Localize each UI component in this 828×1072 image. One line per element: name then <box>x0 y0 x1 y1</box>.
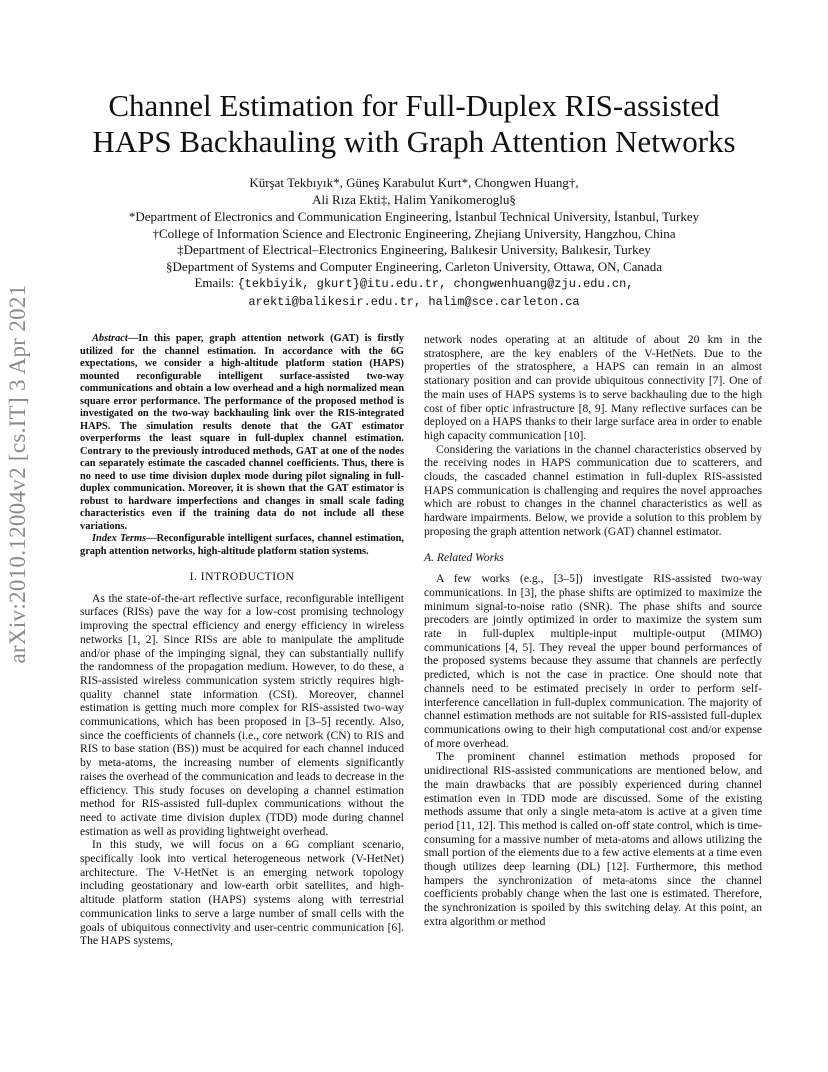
right-column <box>424 333 762 929</box>
affiliation-4: §Department of Systems and Computer Engineering, Carleton University, Ottawa, ON, Canada <box>166 258 662 274</box>
right-paragraph-1: network nodes operating at an altitude of about 20 km in the stratosphere, are the key enablers of the V-HetNets. Due to the properties of the stratosphere, a HAPS can remain in an almost stationary position and can provide ubiquitous connectivity [7]. One of the main uses of HAPS systems is to serve backhauling due to the high cost of fiber optic infrastructure [8, 9]. Many reflective surfaces can be deployed on a HAPS thanks to their large surface area in order to enable high capacity communication [10]. <box>424 333 762 442</box>
abstract-text: —In this paper, graph attention network (GAT) is firstly utilized for the channel estimation. In accordance with the 6G expectations, we consider a high-altitude platform station (HAPS) mounted reconfigurable intelligent surface-assisted two-way communications and obtain a low overhead and a high normalized mean square error performance. The performance of the proposed method is investigated on the two-way backhauling link over the RIS-integrated HAPS. The simulation results denote that the GAT estimator overperforms the least square in full-duplex channel estimation. Contrary to the previously introduced methods, GAT at one of the nodes can separately estimate the cascaded channel coefficients. Thus, there is no need to use time division duplex mode during pilot signaling in full-duplex communication. Moreover, it is shown that the GAT estimator is robust to hardware imperfections and changes in small scale fading characteristics even if the training data do not include all these variations. <box>80 333 404 532</box>
paper-title <box>40 88 788 160</box>
arxiv-identifier: arXiv:2010.12004v2 [cs.IT] 3 Apr 2021 <box>5 284 30 664</box>
left-column <box>80 333 404 948</box>
email-prefix: Emails: <box>194 275 238 290</box>
affiliation-1: *Department of Electronics and Communication Engineering, İstanbul Technical University, İstanbul, Turkey <box>128 209 700 224</box>
email-line-2 <box>60 293 768 311</box>
affiliation-3: ‡Department of Electrical–Electronics Engineering, Balıkesir University, Balıkesir, Turkey <box>177 242 651 257</box>
email-line-1 <box>60 275 768 293</box>
affiliation-2: †College of Information Science and Electronic Engineering, Zhejiang University, Hangzhou, China <box>152 225 676 241</box>
index-terms <box>80 533 404 558</box>
title-line-2: HAPS Backhauling with Graph Attention Networks <box>92 124 736 159</box>
index-terms-text: —Reconfigurable intelligent surfaces, channel estimation, graph attention networks, high-altitude platform station systems. <box>80 533 404 557</box>
section-heading-introduction: I. INTRODUCTION <box>189 570 295 583</box>
related-works-paragraph-2: The prominent channel estimation methods proposed for unidirectional RIS-assisted communications are mentioned below, and the main drawbacks that are possibly experienced during channel estimation even in TDD mode are discussed. Some of the existing methods assume that only a single meta-atom is active at a given time period [11, 12]. This method is called on-off state control, which is time-consuming for a massive number of meta-atoms and allows utilizing the small portion of the elements due to a few active elements at a time even though utilizes deep learning (DL) [12]. Furthermore, this method hampers the synchronization of meta-atoms since the channel coefficients probably change when the last one is estimated. Therefore, the synchronization is spoiled by this switching delay. At this point, an extra algorithm or method <box>424 750 762 928</box>
author-line-2: Ali Rıza Ekti‡, Halim Yanikomeroglu§ <box>312 191 516 207</box>
abstract-label: Abstract <box>92 333 128 344</box>
email-list-1: {tekbiyik, gkurt}@itu.edu.tr, chongwenhuang@zju.edu.cn, <box>237 277 634 291</box>
abstract <box>80 333 404 533</box>
right-paragraph-2: Considering the variations in the channel characteristics observed by the receiving nodes in HAPS communication due to scatterers, and clouds, the cascaded channel estimation in full-duplex RIS-assisted HAPS communication is challenging and requires the novel approaches which are robust to changes in the channel characteristics as well as hardware impairments. Below, we provide a solution to this problem by proposing the graph attention network (GAT) channel estimator. <box>424 442 762 538</box>
intro-paragraph-2: In this study, we will focus on a 6G compliant scenario, specifically look into vertical heterogeneous network (V-HetNet) architecture. The V-HetNet is an emerging network topology including geostationary and low-earth orbit satellites, and high-altitude platform station (HAPS) systems along with terrestrial communication links to serve a large number of small cells with the goals of ubiquitous connectivity and user-centric communication [6]. The HAPS systems, <box>80 838 404 948</box>
author-line-1: Kürşat Tekbıyık*, Güneş Karabulut Kurt*, Chongwen Huang†, <box>249 175 579 190</box>
author-block <box>60 175 768 310</box>
intro-paragraph-1: As the state-of-the-art reflective surface, reconfigurable intelligent surfaces (RISs) pave the way for a low-cost promising technology improving the spectral efficiency and energy efficiency in wireless networks [1, 2]. Since RISs are able to manipulate the amplitude and/or phase of the impinging signal, they can substantially nullify the randomness of the propagation medium. However, to do these, a RIS-assisted wireless communication system strictly requires high-quality channel state information (CSI). Moreover, channel estimation is getting much more complex for RIS-assisted two-way communications, which has been proposed in [3–5] recently. Also, since the coefficients of channels (i.e., core network (CN) to RIS and RIS to base station (BS)) must be acquired for each channel induced by meta-atoms, the increasing number of elements significantly raises the overhead of the communication and leads to decrease in the efficiency. This study focuses on developing a channel estimation method for RIS-assisted full-duplex communications without the need to activate time division duplex (TDD) mode during channel estimation as well as providing lightweight overhead. <box>80 591 404 838</box>
related-works-paragraph-1: A few works (e.g., [3–5]) investigate RIS-assisted two-way communications. In [3], the phase shifts are optimized to maximize the minimum signal-to-noise ratio (SNR). The phase shifts and source precoders are jointly optimized in order to maximize the system sum rate in full-duplex multiple-input multiple-output (MIMO) communications [4, 5]. They reveal the upper bound performances of the proposed systems because they assume that channels are perfectly predicted, which is not the case in practice. One should note that channels need to be estimated precisely in order to perform self-interference cancellation in full-duplex communication. The majority of channel estimation methods are not suitable for RIS-assisted full-duplex communications owing to their high computational cost and/or expense of more overhead. <box>424 572 762 750</box>
email-list-2: arekti@balikesir.edu.tr, halim@sce.carleton.ca <box>248 294 580 309</box>
index-terms-label: Index Terms <box>92 533 147 544</box>
title-line-1: Channel Estimation for Full-Duplex RIS-assisted <box>108 88 720 123</box>
subsection-heading-related-works: A. Related Works <box>424 550 504 564</box>
